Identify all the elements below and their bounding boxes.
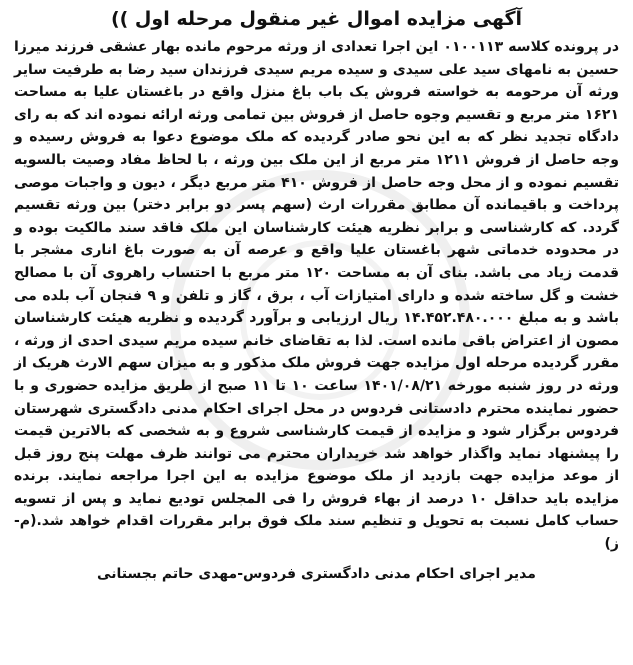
notice-body: در پرونده کلاسه ۰۱۰۰۱۱۳ این اجرا تعدادی از ورثه مرحوم مانده بهار عشقی فرزند میرزا حسین به نامهای سید علی سیدی و سیده مریم سیدی فرزندان سید رضا به طرفیت سایر ورثه آن مرحومه به خواسته فروش یک باب باغ منزل واقع در باغستان علیا به مساحت ۱۶۲۱ متر مربع و تقسیم وجوه حاصل از فروش بین تمامی ورثه ارائه نموده اند که به رای دادگاه تجدید نظر که به این نحو صادر گردیده که ملک موضوع دعوا به فروش رسیده و وجه حاصل از فروش ۱۲۱۱ متر مربع از این ملک بین ورثه ، با لحاظ مفاد وصیت بالسویه تقسیم نموده و از محل وجه حاصل از فروش ۴۱۰ متر مربع دیگر ، دیون و واجبات موصی پرداخت و باقیمانده آن مطابق مقررات ارث (سهم پسر دو برابر دختر) بین ورثه تقسیم گردد. که کارشناسی و برابر نظریه هیئت کارشناسان این ملک فاقد سند مالکیت بوده و در محدوده خدماتی شهر باغستان علیا واقع و عرصه آن به صورت باغ اناری مشجر با قدمت زیاد می باشد. بنای آن به مساحت ۱۲۰ متر مربع با احتساب راهروی آن با مصالح خشت و گل ساخته شده و دارای امتیازات آب ، برق ، گاز و تلفن و ۹ فنجان آب بلده می باشد و به مبلغ ۱۴.۴۵۲.۴۸۰.۰۰۰ ریال ارزیابی و برآورد گردیده و نظریه هیئت کارشناسان مصون از اعتراض باقی مانده است. لذا به تقاضای خانم سیده مریم سیدی احدی از ورثه ، مقرر گردیده مرحله اول مزایده جهت فروش ملک مذکور و به میزان سهم الارث هریک از ورثه در روز شنبه مورخه ۱۴۰۱/۰۸/۲۱ ساعت ۱۰ تا ۱۱ صبح از طریق مزایده حضوری و با حضور نماینده محترم دادستانی فردوس در محل اجرای احکام مدنی دادگستری شهرستان فردوس برگزار شود و مزایده از قیمت کارشناسی شروع و به شخصی که بالاترین قیمت را پیشنهاد نماید واگذار خواهد شد خریداران محترم می توانند ظرف مهلت پنج روز قبل از موعد مزایده جهت بازدید از ملک موضوع مزایده به این اجرا مراجعه نمایند. برنده مزایده باید حداقل ۱۰ درصد از بهاء فروش را فی المجلس تودیع نماید و پس از تسویه حساب کامل نسبت به تحویل و تنظیم سند ملک فوق برابر مقررات اقدام خواهد شد.(م-ز) [14,39,620,553]
notice-signature: مدیر اجرای احکام مدنی دادگستری فردوس-مهدی حاتم بجستانی [97,565,536,582]
notice-title: آگهی مزایده اموال غیر منقول مرحله اول )) [110,8,523,30]
